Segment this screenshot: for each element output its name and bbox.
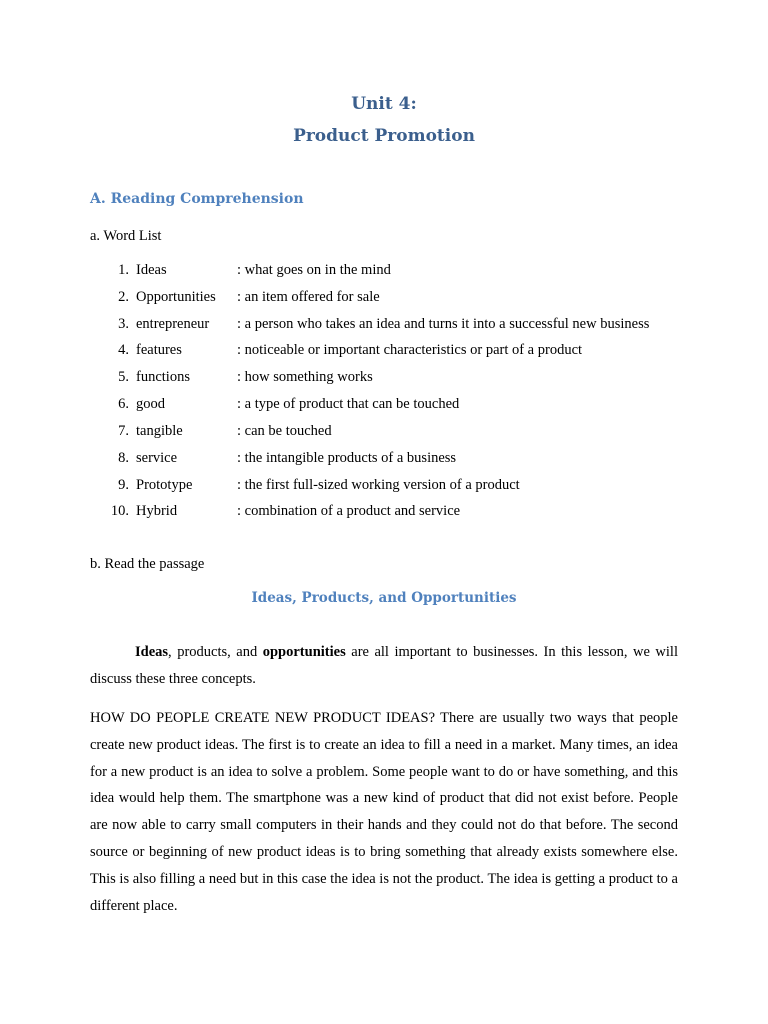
word-list-item	[0, 369, 768, 391]
item-number: 3.	[118, 316, 129, 332]
item-definition: : combination of a product and service	[237, 503, 461, 519]
passage-title: Ideas, Products, and Opportunities	[251, 590, 517, 606]
item-term: Ideas	[136, 262, 167, 278]
item-number: 10.	[110, 503, 129, 519]
word-list-item	[0, 423, 768, 445]
word-list-item	[0, 262, 768, 284]
word-list-item	[0, 342, 768, 364]
item-term: service	[136, 450, 178, 466]
item-number: 6.	[118, 396, 129, 412]
item-number: 7.	[118, 423, 129, 439]
item-definition: : the intangible products of a business	[237, 450, 457, 466]
item-definition: : the first full-sized working version of a product	[237, 477, 520, 493]
item-term: Hybrid	[136, 503, 178, 519]
item-number: 5.	[118, 369, 129, 385]
item-definition: : can be touched	[237, 423, 332, 439]
word-list-item	[0, 503, 768, 525]
item-term: Opportunities	[136, 289, 216, 305]
item-term: tangible	[136, 423, 183, 439]
word-list-item	[0, 477, 768, 499]
intro-paragraph	[90, 639, 678, 693]
item-definition: : what goes on in the mind	[237, 262, 391, 278]
item-definition: : a person who takes an idea and turns it into a successful new business	[237, 316, 650, 332]
item-definition: : how something works	[237, 369, 373, 385]
word-list-item	[0, 316, 768, 338]
section-heading: A. Reading Comprehension	[90, 191, 304, 207]
item-term: Prototype	[136, 477, 193, 493]
word-list-item	[0, 396, 768, 418]
item-definition: : an item offered for sale	[237, 289, 380, 305]
item-number: 2.	[118, 289, 129, 305]
item-number: 8.	[118, 450, 129, 466]
unit-subtitle: Product Promotion	[293, 126, 475, 146]
item-term: functions	[136, 369, 190, 385]
item-term: good	[136, 396, 165, 412]
paragraph-text: , products, and	[168, 644, 263, 660]
body-paragraph: HOW DO PEOPLE CREATE NEW PRODUCT IDEAS? There are usually two ways that people create new product ideas. The first is to create an idea to fill a need in a market. Many times, an idea for a new product is an idea to solve a problem. Some people want to do or have something, and this idea would help them. The smartphone was a new kind of product that did not exist before. People are now able to carry small computers in their hands and they could not do that before. The second source or beginning of new product ideas is to bring something that already exists somewhere else. This is also filling a need but in this case the idea is not the product. The idea is getting a product to a different place.	[90, 710, 678, 914]
bold-term: Ideas	[135, 644, 169, 660]
item-term: features	[136, 342, 182, 358]
item-number: 1.	[118, 262, 129, 278]
item-number: 9.	[118, 477, 129, 493]
item-definition: : noticeable or important characteristics or part of a product	[237, 342, 583, 358]
word-list-item	[0, 289, 768, 311]
item-definition: : a type of product that can be touched	[237, 396, 460, 412]
paragraph-text: are all important to businesses. In this lesson, we will discuss these three concepts.	[90, 644, 678, 687]
word-list-item	[0, 450, 768, 472]
unit-title: Unit 4:	[351, 94, 417, 114]
bold-term: opportunities	[262, 644, 346, 660]
item-term: entrepreneur	[136, 316, 210, 332]
item-number: 4.	[118, 342, 129, 358]
word-list-label: a. Word List	[90, 228, 162, 244]
read-passage-label: b. Read the passage	[90, 556, 205, 572]
